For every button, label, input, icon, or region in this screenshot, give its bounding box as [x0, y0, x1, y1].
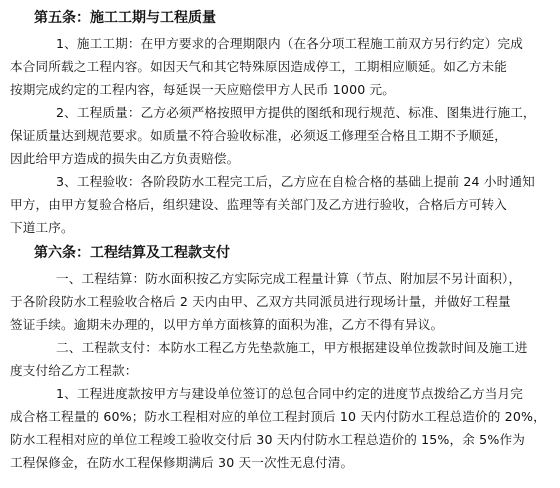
text-line: 保证质量达到规范要求。如质量不符合验收标准，必须返工修理至合格且工期不予顺延，	[10, 128, 508, 143]
text-line: 成合格工程量的 60%；防水工程相对应的单位工程封顶后 10 天内付防水工程总造价的 20%，	[10, 409, 546, 424]
text-line: 于各阶段防水工程验收合格后 2 天内由甲、乙双方共同派员进行现场计量，并做好工程量	[10, 294, 511, 309]
article-6-heading: 第六条：工程结算及工程款支付	[34, 245, 230, 261]
text-line: 防水工程相对应的单位工程竣工验收交付后 30 天内付防水工程总造价的 15%，余 5%作为	[10, 432, 525, 447]
text-line: 度支付给乙方工程款：	[10, 363, 138, 378]
text-line: 本合同所载之工程内容。如因天气和其它特殊原因造成停工，工期相应顺延。如乙方未能	[10, 59, 508, 74]
article-5-heading: 第五条：施工工期与工程质量	[34, 10, 216, 26]
text-line: 2、工程质量：乙方必须严格按照甲方提供的图纸和现行规范、标准、图集进行施工，	[56, 105, 536, 120]
text-line: 1、施工工期：在甲方要求的合理期限内（在各分项工程施工前双方另行约定）完成	[56, 36, 523, 51]
text-line: 工程保修金，在防水工程保修期满后 30 天一次性无息付清。	[10, 455, 354, 470]
text-line: 1、工程进度款按甲方与建设单位签订的总包合同中约定的进度节点拨给乙方当月完	[56, 386, 523, 401]
text-line: 因此给甲方造成的损失由乙方负责赔偿。	[10, 151, 240, 166]
article-5-paragraph-3	[10, 170, 550, 239]
text-line: 3、工程验收：各阶段防水工程完工后，乙方应在自检合格的基础上提前 24 小时通知	[56, 174, 535, 189]
article-5-paragraph-2	[10, 101, 550, 170]
article-6-paragraph-1	[10, 267, 550, 336]
text-line: 按期完成约定的工程内容，每延误一天应赔偿甲方人民币 1000 元。	[10, 82, 396, 97]
text-line: 一、工程结算：防水面积按乙方实际完成工程量计算（节点、附加层不另计面积），	[56, 271, 522, 286]
article-5-paragraph-1	[10, 32, 550, 101]
article-6-paragraph-3	[10, 382, 550, 474]
text-line: 二、工程款支付：本防水工程乙方先垫款施工，甲方根据建设单位拨款时间及施工进	[56, 340, 528, 355]
text-line: 下道工序。	[10, 220, 74, 235]
text-line: 签证手续。逾期未办理的，以甲方单方面核算的面积为准，乙方不得有异议。	[10, 317, 444, 332]
text-line: 甲方，由甲方复验合格后，组织建设、监理等有关部门及乙方进行验收，合格后方可转入	[10, 197, 508, 212]
article-6-paragraph-2	[10, 336, 550, 382]
